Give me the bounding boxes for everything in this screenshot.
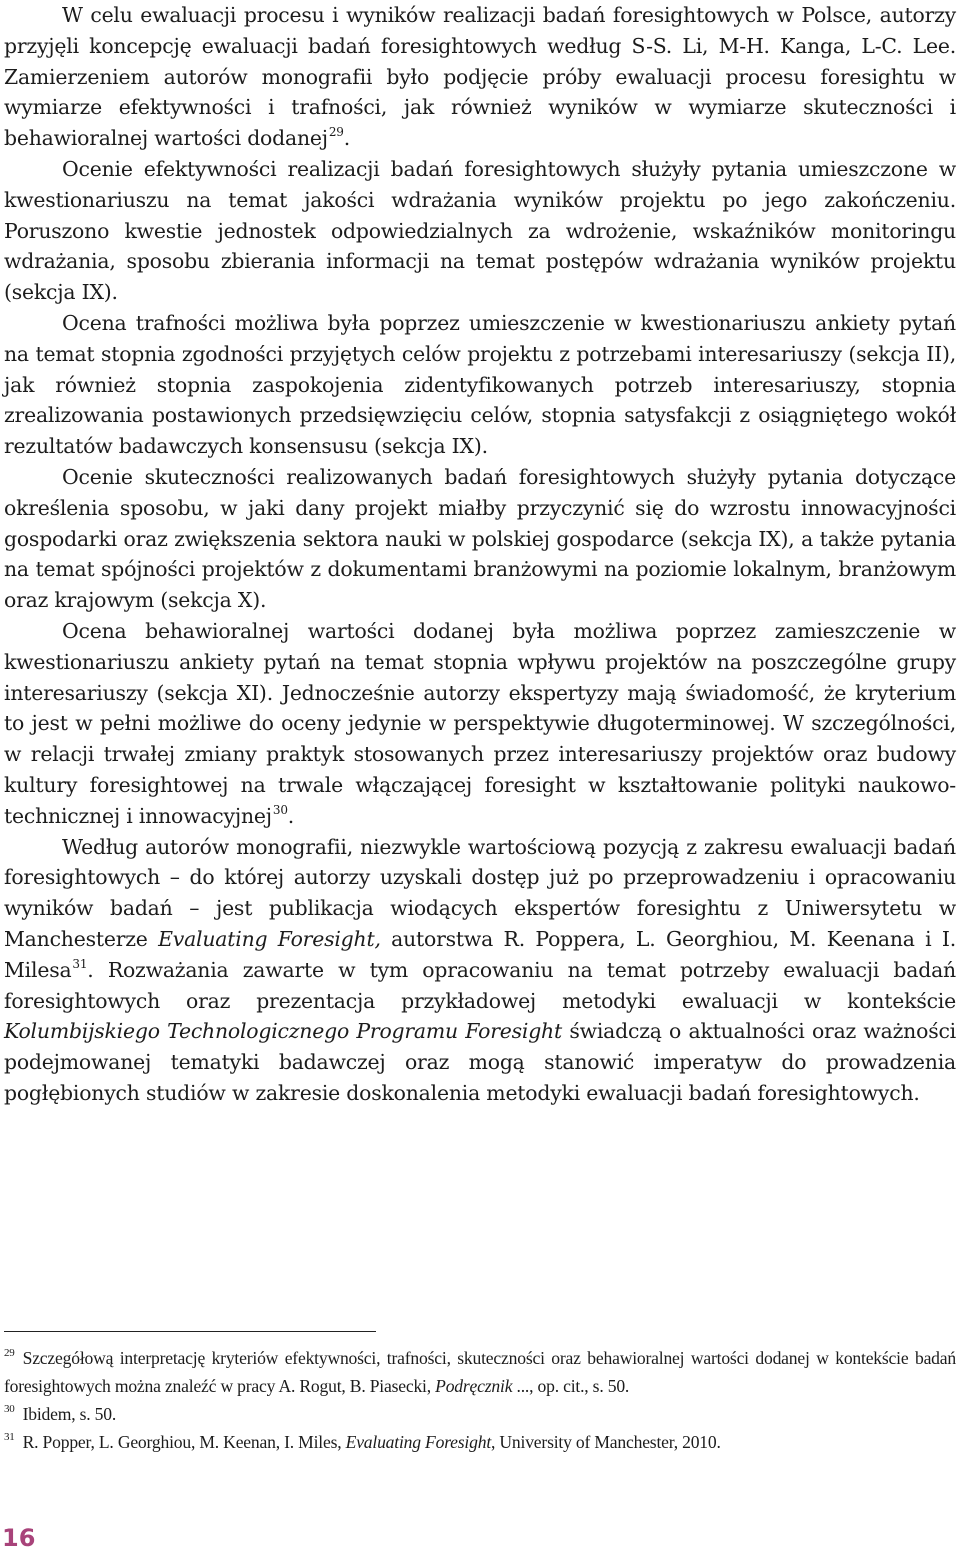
paragraph-text: Według autorów monografii, niezwykle wartościową pozycją z zakresu ewaluacji badań foresightowych – do której autorzy uzyskali dostęp już po przeprowadzeniu i opracowaniu wyników badań – jest publikacja wiodących ekspertów foresightu z Uniwersytetu w Manchesterze xyxy=(4,834,956,951)
footnote-number: 31 xyxy=(4,1431,15,1443)
footnote-ref-30[interactable]: 30 xyxy=(272,802,288,817)
paragraph-evaluation-concept xyxy=(4,0,956,154)
footnote-ref-31[interactable]: 31 xyxy=(72,956,88,971)
footnote-text: Szczegółową interpretację kryteriów efektywności, trafności, skuteczności oraz behawioralnej wartości dodanej w kontekście badań foresightowych można znaleźć w pracy A. Rogut, B. Piasecki, xyxy=(4,1348,956,1396)
footnote-text: , University of Manchester, 2010. xyxy=(491,1432,721,1452)
paragraph-text: Ocenie efektywności realizacji badań foresightowych służyły pytania umieszczone w kwestionariuszu na temat jakości wdrażania wyników projektu po jego zakończeniu. Poruszono kwestie jednostek odpowiedzialnych za wdrożenie, wskaźników monitoringu wdrażania, sposobu zbierania informacji na temat postępów wdrażania wyników projektu (sekcja IX). xyxy=(4,156,956,305)
footnote-text: ..., op. cit., s. 50. xyxy=(512,1376,630,1396)
paragraph-effectiveness xyxy=(4,462,956,616)
footnote-30 xyxy=(4,1400,956,1428)
paragraph-text: . xyxy=(343,126,351,151)
footnote-italic: Evaluating Foresight xyxy=(345,1432,492,1452)
main-text xyxy=(4,0,956,1109)
footnote-31 xyxy=(4,1428,956,1456)
paragraph-text: świadczą o aktualności oraz ważności podejmowanej tematyki badawczej oraz mogą stanowić imperatyw do prowadzenia pogłębionych studiów w zakresie doskonalenia metodyki ewaluacji badań foresightowych. xyxy=(4,1019,956,1105)
footnote-ref-29[interactable]: 29 xyxy=(328,125,344,140)
paragraph-monograph xyxy=(4,832,956,1109)
program-title: Kolumbijskiego Technologicznego Programu Foresight xyxy=(4,1019,562,1044)
paragraph-text: W celu ewaluacji procesu i wyników realizacji badań foresightowych w Polsce, autorzy przyjęli koncepcję ewaluacji badań foresightowych według S-S. Li, M-H. Kanga, L-C. Lee. Zamierzeniem autorów monografii było podjęcie próby ewaluacji procesu foresightu w wymiarze efektywności i trafności, jak również wyników w wymiarze skuteczności i behawioralnej wartości dodanej xyxy=(4,3,956,151)
book-title: Evaluating Foresight, xyxy=(158,926,381,951)
footnote-text: Ibidem, s. 50. xyxy=(22,1404,117,1424)
paragraph-text: autorstwa R. Poppera, L. Georghiou, M. Keenana i I. Milesa xyxy=(4,926,956,982)
footnotes xyxy=(4,1344,956,1456)
paragraph-behavioral-value xyxy=(4,616,956,832)
paragraph-efficiency xyxy=(4,154,956,308)
footnote-29 xyxy=(4,1344,956,1400)
footnote-number: 30 xyxy=(4,1403,15,1415)
paragraph-text: Ocenie skuteczności realizowanych badań foresightowych służyły pytania dotyczące określenia sposobu, w jaki dany projekt miałby przyczynić się do wzrostu innowacyjności gospodarki oraz zwiększenia sektora nauki w polskiej gospodarce (sekcja IX), a także pytania na temat spójności projektów z dokumentami branżowymi na poziomie lokalnym, branżowym oraz krajowym (sekcja X). xyxy=(4,464,956,613)
paragraph-text: Ocena behawioralnej wartości dodanej była możliwa poprzez zamieszczenie w kwestionariuszu ankiety pytań na temat stopnia wpływu projektów na poszczególne grupy interesariuszy (sekcja XI). Jednocześnie autorzy ekspertyzy mają świadomość, że kryterium to jest w pełni możliwe do oceny jedynie w perspektywie długoterminowej. W szczególności, w relacji trwałej zmiany praktyk stosowanych przez interesariuszy projektów oraz budowy kultury foresightowej na trwale włączającej foresight w kształtowanie polityki naukowo-technicznej i innowacyjnej xyxy=(4,618,956,828)
paragraph-text: . Rozważania zawarte w tym opracowaniu na temat potrzeby ewaluacji badań foresightowych oraz prezentacja przykładowej metodyki ewaluacji w kontekście xyxy=(4,957,956,1013)
paragraph-text: . xyxy=(287,803,295,828)
paragraph-text: Ocena trafności możliwa była poprzez umieszczenie w kwestionariuszu ankiety pytań na temat stopnia zgodności przyjętych celów projektu z potrzebami interesariuszy (sekcja II), jak również stopnia zaspokojenia zidentyfikowanych potrzeb interesariuszy, stopnia zrealizowania postawionych przedsięwzięciu celów, stopnia satysfakcji z osiągniętego wokół rezultatów badawczych konsensusu (sekcja IX). xyxy=(4,310,956,459)
page-number: 16 xyxy=(2,1524,36,1552)
footnote-separator xyxy=(4,1331,376,1332)
footnote-number: 29 xyxy=(4,1347,15,1359)
footnote-italic: Podręcznik xyxy=(435,1376,513,1396)
paragraph-relevance xyxy=(4,308,956,462)
footnote-text: R. Popper, L. Georghiou, M. Keenan, I. Miles, xyxy=(22,1432,346,1452)
